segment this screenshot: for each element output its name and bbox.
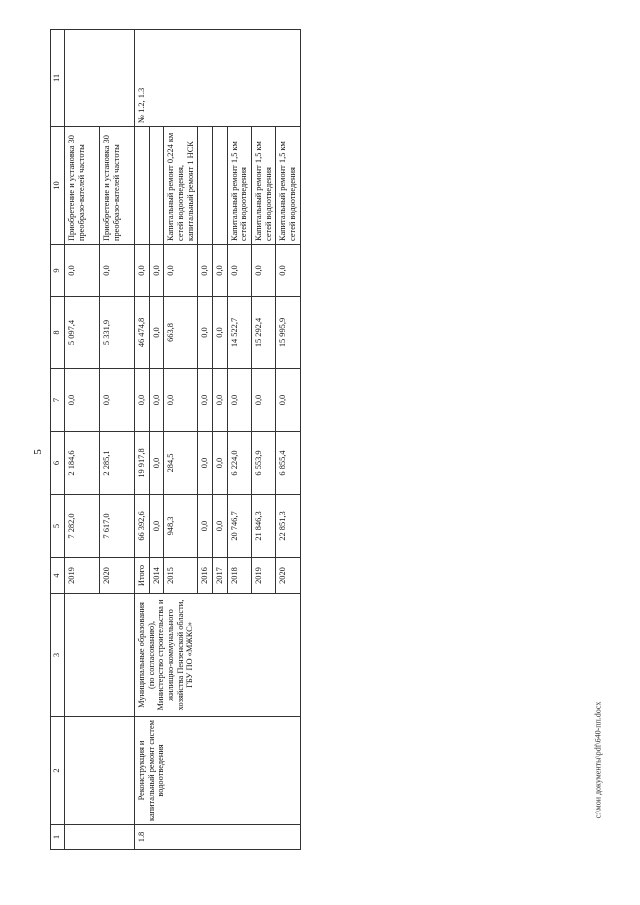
executors-cell — [65, 594, 135, 717]
year-cell: 2020 — [276, 558, 300, 594]
header-cell: 2 — [51, 717, 65, 825]
reference-cell — [65, 30, 135, 127]
value-cell: 0,0 — [149, 245, 164, 297]
value-cell: 0,0 — [212, 245, 227, 297]
header-cell: 7 — [51, 369, 65, 432]
value-cell: 0,0 — [149, 369, 164, 432]
value-cell: 14 522,7 — [227, 297, 251, 369]
value-cell: 0,0 — [164, 245, 198, 297]
year-cell: 2016 — [198, 558, 213, 594]
value-cell: 15 292,4 — [251, 297, 275, 369]
value-cell: 0,0 — [164, 369, 198, 432]
value-cell: 284,5 — [164, 432, 198, 495]
value-cell: 0,0 — [65, 245, 100, 297]
value-cell: 0,0 — [65, 369, 100, 432]
item-name-cell — [65, 717, 135, 825]
year-cell: 2015 — [164, 558, 198, 594]
header-cell: 11 — [51, 30, 65, 127]
item-name-cell: Реконструкция и капитальный ремонт систем водоотведения — [135, 717, 301, 825]
year-cell: 2018 — [227, 558, 251, 594]
value-cell: 0,0 — [212, 432, 227, 495]
footer-path: c:\мои документы\pdf\640-пп.docx — [593, 701, 603, 819]
reference-cell: № 1.2, 1.3 — [135, 30, 301, 127]
value-cell: 0,0 — [212, 495, 227, 558]
program-table — [50, 29, 301, 850]
value-cell: 0,0 — [149, 432, 164, 495]
value-cell: 7 282,0 — [65, 495, 100, 558]
description-cell: Капитальный ремонт 1,5 км сетей водоотведения — [227, 127, 251, 245]
value-cell: 0,0 — [227, 369, 251, 432]
value-cell: 0,0 — [198, 432, 213, 495]
item-number-cell: 1.8 — [135, 825, 301, 850]
table-row — [135, 30, 150, 850]
value-cell: 0,0 — [227, 245, 251, 297]
value-cell: 6 553,9 — [251, 432, 275, 495]
value-cell: 7 617,0 — [100, 495, 135, 558]
description-cell — [198, 127, 213, 245]
header-cell: 9 — [51, 245, 65, 297]
value-cell: 46 474,8 — [135, 297, 150, 369]
value-cell: 66 392,6 — [135, 495, 150, 558]
header-cell: 5 — [51, 495, 65, 558]
header-cell: 8 — [51, 297, 65, 369]
description-cell: Приобретение и установка 30 преобразо-вателей частоты — [65, 127, 100, 245]
value-cell: 19 917,8 — [135, 432, 150, 495]
value-cell: 0,0 — [149, 495, 164, 558]
rotated-table-container — [50, 30, 598, 850]
value-cell: 20 746,7 — [227, 495, 251, 558]
year-cell: 2020 — [100, 558, 135, 594]
header-cell: 10 — [51, 127, 65, 245]
value-cell: 6 224,0 — [227, 432, 251, 495]
value-cell: 0,0 — [100, 369, 135, 432]
value-cell: 0,0 — [198, 245, 213, 297]
value-cell: 0,0 — [198, 495, 213, 558]
description-cell — [149, 127, 164, 245]
header-row — [51, 30, 65, 850]
value-cell: 0,0 — [198, 369, 213, 432]
value-cell: 22 851,3 — [276, 495, 300, 558]
value-cell: 15 995,9 — [276, 297, 300, 369]
value-cell: 5 097,4 — [65, 297, 100, 369]
value-cell: 5 331,9 — [100, 297, 135, 369]
value-cell: 948,3 — [164, 495, 198, 558]
description-cell: Капитальный ремонт 0,224 км сетей водоотведения, капитальный ремонт 1 НСК — [164, 127, 198, 245]
value-cell: 0,0 — [251, 369, 275, 432]
value-cell: 2 184,6 — [65, 432, 100, 495]
description-cell: Приобретение и установка 30 преобразо-вателей частоты — [100, 127, 135, 245]
value-cell: 2 285,1 — [100, 432, 135, 495]
executors-cell: Муниципальные образования (по согласованию), Министерство строительства и жилищно-коммунального хозяйства Пензенской области, ГБУ ПО «МЖКС» — [135, 594, 301, 717]
description-cell: Капитальный ремонт 1,5 км сетей водоотведения — [276, 127, 300, 245]
year-cell: 2019 — [251, 558, 275, 594]
item-number-cell — [65, 825, 135, 850]
value-cell: 0,0 — [212, 369, 227, 432]
value-cell: 6 855,4 — [276, 432, 300, 495]
value-cell: 0,0 — [100, 245, 135, 297]
year-cell: Итого — [135, 558, 150, 594]
description-cell — [135, 127, 150, 245]
header-cell: 4 — [51, 558, 65, 594]
value-cell: 0,0 — [149, 297, 164, 369]
value-cell: 21 846,3 — [251, 495, 275, 558]
table-row — [65, 30, 100, 850]
value-cell: 0,0 — [135, 245, 150, 297]
year-cell: 2017 — [212, 558, 227, 594]
page-number: 5 — [32, 449, 44, 455]
value-cell: 0,0 — [198, 297, 213, 369]
header-cell: 6 — [51, 432, 65, 495]
description-cell: Капитальный ремонт 1,5 км сетей водоотведения — [251, 127, 275, 245]
year-cell: 2014 — [149, 558, 164, 594]
value-cell: 0,0 — [276, 245, 300, 297]
year-cell: 2019 — [65, 558, 100, 594]
value-cell: 663,8 — [164, 297, 198, 369]
header-cell: 1 — [51, 825, 65, 850]
value-cell: 0,0 — [276, 369, 300, 432]
header-cell: 3 — [51, 594, 65, 717]
value-cell: 0,0 — [212, 297, 227, 369]
value-cell: 0,0 — [251, 245, 275, 297]
description-cell — [212, 127, 227, 245]
value-cell: 0,0 — [135, 369, 150, 432]
